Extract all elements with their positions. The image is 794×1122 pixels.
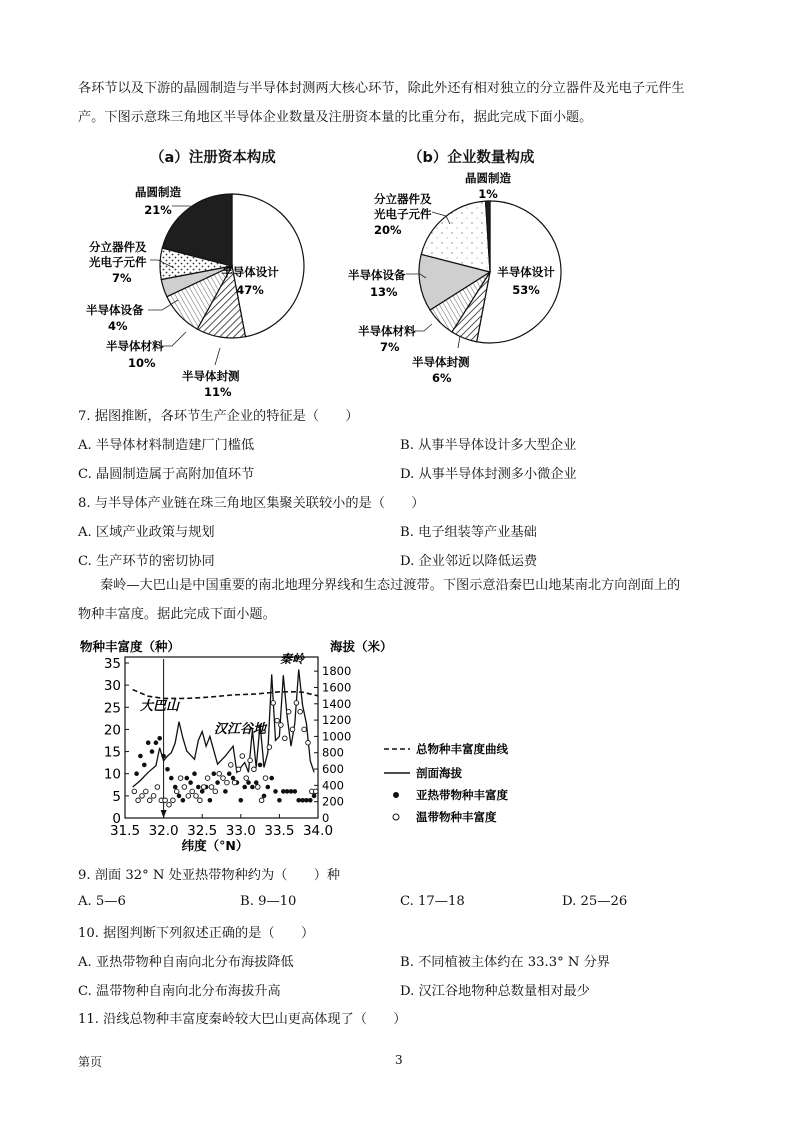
xtick-label: 32.0 bbox=[148, 823, 179, 839]
temperate-point bbox=[163, 798, 168, 803]
ytick-left-label: 5 bbox=[112, 788, 121, 805]
subtropical-point bbox=[196, 785, 201, 790]
annotation-hanjiang: 汉江谷地 bbox=[214, 722, 267, 737]
subtropical-point bbox=[134, 771, 139, 776]
pie-b-label-package: 半导体封测 bbox=[412, 355, 470, 369]
subtropical-point bbox=[231, 776, 236, 781]
q8-option-c[interactable]: C. 生产环节的密切协同 bbox=[78, 554, 215, 569]
subtropical-point bbox=[246, 780, 251, 785]
q9-option-c[interactable]: C. 17—18 bbox=[400, 894, 465, 909]
temperate-point bbox=[225, 780, 230, 785]
temperate-point bbox=[198, 798, 203, 803]
ytick-right-label: 1000 bbox=[322, 729, 352, 744]
subtropical-point bbox=[146, 740, 151, 745]
pie-a-label-material: 半导体材料 bbox=[106, 339, 164, 353]
temperate-point bbox=[252, 767, 257, 772]
q9-option-d[interactable]: D. 25—26 bbox=[562, 894, 628, 909]
pie-b-title: （b）企业数量构成 bbox=[408, 150, 535, 166]
temperate-point bbox=[209, 785, 214, 790]
subtropical-point bbox=[192, 771, 197, 776]
subtropical-point bbox=[227, 771, 232, 776]
pie-b-label-wafer: 晶圆制造 bbox=[465, 171, 511, 185]
pie-b-value-package: 6% bbox=[432, 371, 452, 385]
intro-line-2: 产。下图示意珠三角地区半导体企业数量及注册资本量的比重分布，据此完成下面小题。 bbox=[78, 110, 593, 125]
pie-b-value-wafer: 1% bbox=[478, 187, 498, 201]
chart-ylabel-right: 海拔（米） bbox=[330, 639, 393, 654]
subtropical-point bbox=[173, 785, 178, 790]
pie-a-label-discrete-2: 光电子元件 bbox=[89, 255, 147, 269]
temperate-point bbox=[259, 798, 264, 803]
temperate-point bbox=[144, 789, 149, 794]
page-number: 3 bbox=[395, 1053, 403, 1067]
richness-chart bbox=[0, 630, 794, 855]
temperate-point bbox=[186, 794, 191, 799]
temperate-point bbox=[205, 776, 210, 781]
annotation-qinling: 秦岭 bbox=[280, 652, 305, 666]
subtropical-point bbox=[154, 740, 159, 745]
temperate-point bbox=[271, 701, 276, 706]
xtick-label: 33.0 bbox=[225, 823, 256, 839]
q10-option-a[interactable]: A. 亚热带物种自南向北分布海拔降低 bbox=[78, 955, 294, 970]
chart-axes bbox=[104, 656, 351, 839]
temperate-point bbox=[279, 723, 284, 728]
pie-b-label-design: 半导体设计 bbox=[497, 265, 555, 279]
temperate-point bbox=[283, 736, 288, 741]
subtropical-point bbox=[293, 789, 298, 794]
pie-a-value-design: 47% bbox=[236, 283, 264, 297]
pie-a-value-wafer: 21% bbox=[144, 203, 172, 217]
ytick-right-label: 200 bbox=[322, 794, 344, 809]
ytick-right-label: 1600 bbox=[322, 680, 352, 695]
subtropical-point bbox=[223, 789, 228, 794]
temperate-point bbox=[290, 727, 295, 732]
legend-total: 总物种丰富度曲线 bbox=[416, 742, 508, 756]
subtropical-point bbox=[142, 763, 147, 768]
temperate-point bbox=[201, 785, 206, 790]
chart-legend bbox=[384, 742, 508, 824]
q9-option-b[interactable]: B. 9—10 bbox=[240, 894, 297, 909]
subtropical-point bbox=[150, 749, 155, 754]
ytick-left-label: 35 bbox=[103, 656, 121, 672]
chart-xlabel: 纬度（°N） bbox=[181, 838, 249, 853]
q8-option-a[interactable]: A. 区域产业政策与规划 bbox=[78, 525, 215, 540]
subtropical-point bbox=[169, 776, 174, 781]
subtropical-point bbox=[312, 794, 317, 799]
subtropical-point bbox=[185, 776, 190, 781]
subtropical-point bbox=[308, 798, 313, 803]
subtropical-point bbox=[138, 754, 143, 759]
temperate-point bbox=[313, 789, 318, 794]
temperate-point bbox=[232, 780, 237, 785]
subtropical-point bbox=[250, 785, 255, 790]
chart-ylabel-left: 物种丰富度（种） bbox=[80, 639, 181, 654]
temperate-point bbox=[190, 789, 195, 794]
temperate-point bbox=[255, 785, 260, 790]
subtropical-point bbox=[212, 771, 217, 776]
temperate-point bbox=[147, 798, 152, 803]
ytick-right-label: 1800 bbox=[322, 664, 352, 679]
temperate-point bbox=[267, 745, 272, 750]
temperate-point bbox=[174, 789, 179, 794]
q9-option-a[interactable]: A. 5—6 bbox=[78, 894, 126, 909]
subtropical-point bbox=[258, 763, 263, 768]
lat-32-arrowhead bbox=[161, 810, 167, 818]
subtropical-point bbox=[273, 789, 278, 794]
subtropical-point bbox=[266, 785, 271, 790]
ytick-right-label: 400 bbox=[322, 778, 344, 793]
temperate-point bbox=[155, 785, 160, 790]
subtropical-point bbox=[161, 754, 166, 759]
temperate-point bbox=[302, 727, 307, 732]
pie-a-label-wafer: 晶圆制造 bbox=[135, 185, 181, 199]
subtropical-point bbox=[269, 776, 274, 781]
legend-subtropical: 亚热带物种丰富度 bbox=[416, 788, 508, 802]
temperate-point bbox=[263, 776, 268, 781]
q10-option-d[interactable]: D. 汉江谷地物种总数量相对最少 bbox=[400, 984, 590, 999]
ytick-left-label: 30 bbox=[103, 678, 121, 695]
q10-option-c[interactable]: C. 温带物种自南向北分布海拔升高 bbox=[78, 984, 281, 999]
subtropical-point bbox=[157, 736, 162, 741]
pie-a-label-equip: 半导体设备 bbox=[86, 303, 144, 317]
subtropical-point bbox=[200, 789, 205, 794]
temperate-point bbox=[132, 789, 137, 794]
ytick-right-label: 1200 bbox=[322, 713, 352, 728]
ytick-right-label: 600 bbox=[322, 762, 344, 777]
pie-b-value-discrete: 20% bbox=[374, 223, 402, 237]
chart-series bbox=[132, 670, 318, 808]
subtropical-point bbox=[242, 785, 247, 790]
temperate-point bbox=[275, 718, 280, 723]
xtick-label: 33.5 bbox=[264, 823, 295, 839]
intro2-line-2: 物种丰富度。据此完成下面小题。 bbox=[78, 607, 276, 622]
subtropical-point bbox=[177, 794, 182, 799]
temperate-point bbox=[236, 767, 241, 772]
q9-stem: 9. 剖面 32° N 处亚热带物种约为（ ）种 bbox=[78, 868, 341, 883]
subtropical-point bbox=[254, 780, 259, 785]
q8-option-d[interactable]: D. 企业邻近以降低运费 bbox=[400, 554, 538, 569]
temperate-point bbox=[298, 709, 303, 714]
temperate-point bbox=[244, 776, 249, 781]
pie-a-label-design: 半导体设计 bbox=[221, 265, 279, 279]
temperate-point bbox=[140, 794, 145, 799]
temperate-point bbox=[240, 754, 245, 759]
q7-option-c[interactable]: C. 晶圆制造属于高附加值环节 bbox=[78, 467, 255, 482]
ytick-left-label: 15 bbox=[103, 744, 121, 761]
pie-b-label-discrete-2: 光电子元件 bbox=[374, 207, 432, 221]
pie-a-value-package: 11% bbox=[204, 385, 232, 399]
subtropical-point bbox=[208, 798, 213, 803]
pie-a-label-discrete-1: 分立器件及 bbox=[89, 240, 147, 254]
legend-temperate: 温带物种丰富度 bbox=[416, 810, 497, 824]
ytick-left-label: 10 bbox=[103, 766, 121, 783]
pie-a-label-package: 半导体封测 bbox=[182, 369, 240, 383]
xtick-label: 34.0 bbox=[302, 823, 334, 839]
pie-b-label-discrete-1: 分立器件及 bbox=[374, 192, 432, 206]
pie-b-label-equip: 半导体设备 bbox=[348, 268, 406, 282]
pie-a-value-material: 10% bbox=[128, 356, 156, 370]
temperate-point bbox=[248, 758, 253, 763]
xtick-label: 32.5 bbox=[187, 823, 218, 839]
temperate-point bbox=[294, 701, 299, 706]
temperate-point bbox=[194, 794, 199, 799]
ytick-right-label: 1400 bbox=[322, 696, 352, 711]
temperate-point bbox=[229, 763, 234, 768]
temperate-point bbox=[171, 798, 176, 803]
annotation-dabashan: 大巴山 bbox=[140, 699, 180, 714]
temperate-point bbox=[178, 776, 183, 781]
temperate-point bbox=[167, 802, 172, 807]
legend-open-dot bbox=[393, 814, 399, 820]
q11-stem: 11. 沿线总物种丰富度秦岭较大巴山更高体现了（ ） bbox=[78, 1012, 407, 1027]
q8-stem: 8. 与半导体产业链在珠三角地区集聚关联较小的是（ ） bbox=[78, 496, 425, 511]
temperate-point bbox=[217, 771, 222, 776]
subtropical-point bbox=[215, 780, 220, 785]
legend-elevation: 剖面海拔 bbox=[416, 766, 462, 780]
ytick-right-label: 0 bbox=[322, 811, 330, 825]
subtropical-point bbox=[277, 798, 282, 803]
legend-filled-dot bbox=[393, 792, 399, 798]
temperate-point bbox=[182, 785, 187, 790]
ytick-right-label: 800 bbox=[322, 745, 344, 760]
xtick-label: 31.5 bbox=[109, 823, 141, 839]
pie-a-value-discrete: 7% bbox=[112, 271, 132, 285]
temperate-point bbox=[286, 709, 291, 714]
temperate-point bbox=[136, 798, 141, 803]
temperate-point bbox=[221, 776, 226, 781]
temperate-point bbox=[213, 789, 218, 794]
intro2-line-1: 秦岭—大巴山是中国重要的南北地理分界线和生态过渡带。下图示意沿秦巴山地某南北方向剖面上的 bbox=[100, 578, 681, 593]
q7-option-b[interactable]: B. 从事半导体设计多大型企业 bbox=[400, 438, 577, 453]
pie-b-value-design: 53% bbox=[512, 283, 540, 297]
intro-line-1: 各环节以及下游的晶圆制造与半导体封测两大核心环节，除此外还有相对独立的分立器件及光电子元件生 bbox=[78, 81, 685, 96]
q10-option-b[interactable]: B. 不同植被主体约在 33.3° N 分界 bbox=[400, 955, 611, 970]
temperate-point bbox=[306, 740, 311, 745]
subtropical-point bbox=[181, 798, 186, 803]
total-richness-line bbox=[133, 690, 318, 699]
ytick-left-label: 0 bbox=[112, 811, 121, 827]
pie-a-value-equip: 4% bbox=[108, 319, 128, 333]
pie-b-value-equip: 13% bbox=[370, 285, 398, 299]
q10-stem: 10. 据图判断下列叙述正确的是（ ） bbox=[78, 926, 315, 941]
subtropical-point bbox=[188, 780, 193, 785]
temperate-point bbox=[151, 794, 156, 799]
footer-left: 第页 bbox=[78, 1055, 103, 1069]
subtropical-point bbox=[239, 798, 244, 803]
subtropical-point bbox=[165, 767, 170, 772]
q7-option-a[interactable]: A. 半导体材料制造建厂门槛低 bbox=[78, 438, 255, 453]
q7-stem: 7. 据图推断，各环节生产企业的特征是（ ） bbox=[78, 409, 359, 424]
ytick-left-label: 25 bbox=[103, 700, 121, 717]
pie-b-value-material: 7% bbox=[380, 340, 400, 354]
pie-a-title: （a）注册资本构成 bbox=[150, 150, 276, 166]
ytick-left-label: 20 bbox=[103, 722, 121, 739]
subtropical-point bbox=[262, 794, 267, 799]
pie-b-label-material: 半导体材料 bbox=[358, 324, 416, 338]
q7-option-d[interactable]: D. 从事半导体封测多小微企业 bbox=[400, 467, 577, 482]
q8-option-b[interactable]: B. 电子组装等产业基础 bbox=[400, 525, 537, 540]
